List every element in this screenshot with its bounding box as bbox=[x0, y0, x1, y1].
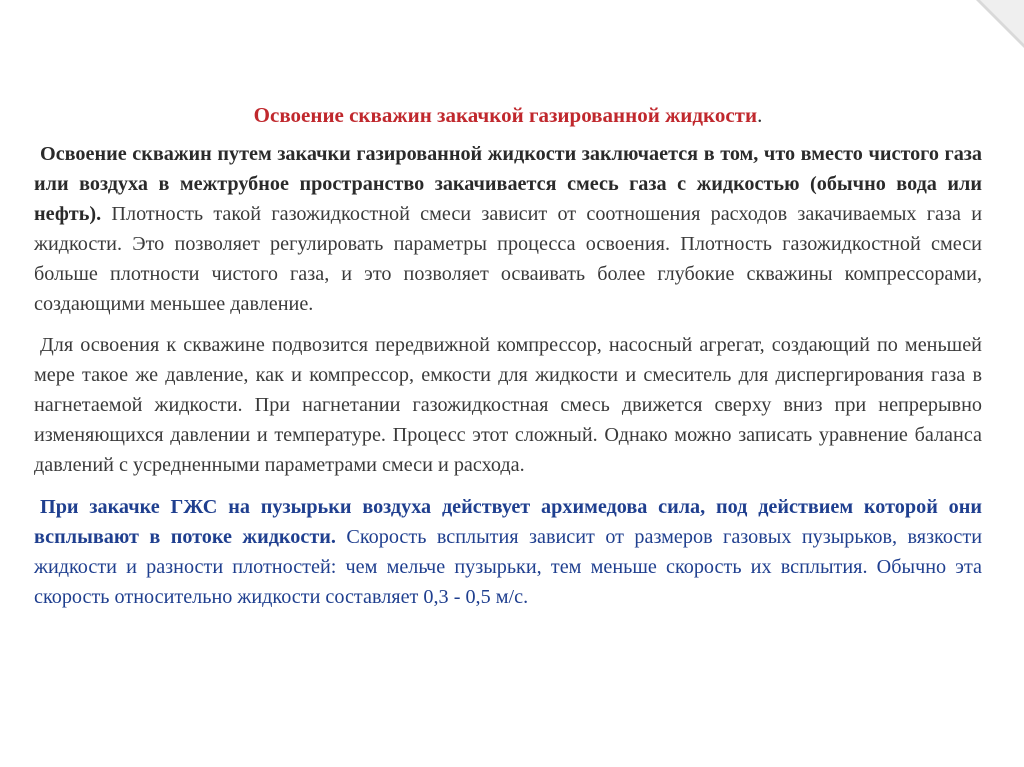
paragraph-3 bbox=[34, 493, 982, 613]
paragraph-3-text: Скорость всплытия зависит от размеров газовых пузырьков, вязкости жидкости и разности плотностей: чем мельче пузырьки, тем меньше скорость их всплытия. Обычно эта скорость относительно жидкости составляет 0,3 - 0,5 м/с. bbox=[34, 525, 983, 608]
slide-title-period: . bbox=[757, 103, 763, 127]
paragraph-3-bold: При закачке ГЖС на пузырьки воздуха действует архимедова сила, под действием которой они всплывают в потоке жидкости. bbox=[34, 495, 982, 548]
slide-title bbox=[34, 100, 982, 130]
page-curl bbox=[980, 0, 1024, 44]
paragraph-1 bbox=[34, 140, 982, 319]
paragraph-2: Для освоения к скважине подвозится передвижной компрессор, насосный агрегат, создающий по меньшей мере такое же давление, как и компрессор, емкости для жидкости и смеситель для диспергирования газа в нагнетаемой жидкости. При нагнетании газожидкостная смесь движется сверху вниз при непрерывно изменяющихся давлении и температуре. Процесс этот сложный. Однако можно записать уравнение баланса давлений с усредненными параметрами смеси и расхода. bbox=[34, 334, 982, 477]
paragraph-1-text: Плотность такой газожидкостной смеси зависит от соотношения расходов закачиваемых газа и жидкости. Это позволяет регулировать параметры процесса освоения. Плотность газожидкостной смеси больше плотности чистого газа, и это позволяет осваивать более глубокие скважины компрессорами, создающими меньшее давление. bbox=[34, 202, 982, 315]
paragraph-1-bold: Освоение скважин путем закачки газированной жидкости заключается в том, что вместо чистого газа или воздуха в межтрубное пространство закачивается смесь газа с жидкостью (обычно вода или нефть). bbox=[34, 143, 982, 225]
slide-title-text: Освоение скважин закачкой газированной жидкости bbox=[253, 103, 758, 127]
slide-content bbox=[34, 100, 982, 625]
